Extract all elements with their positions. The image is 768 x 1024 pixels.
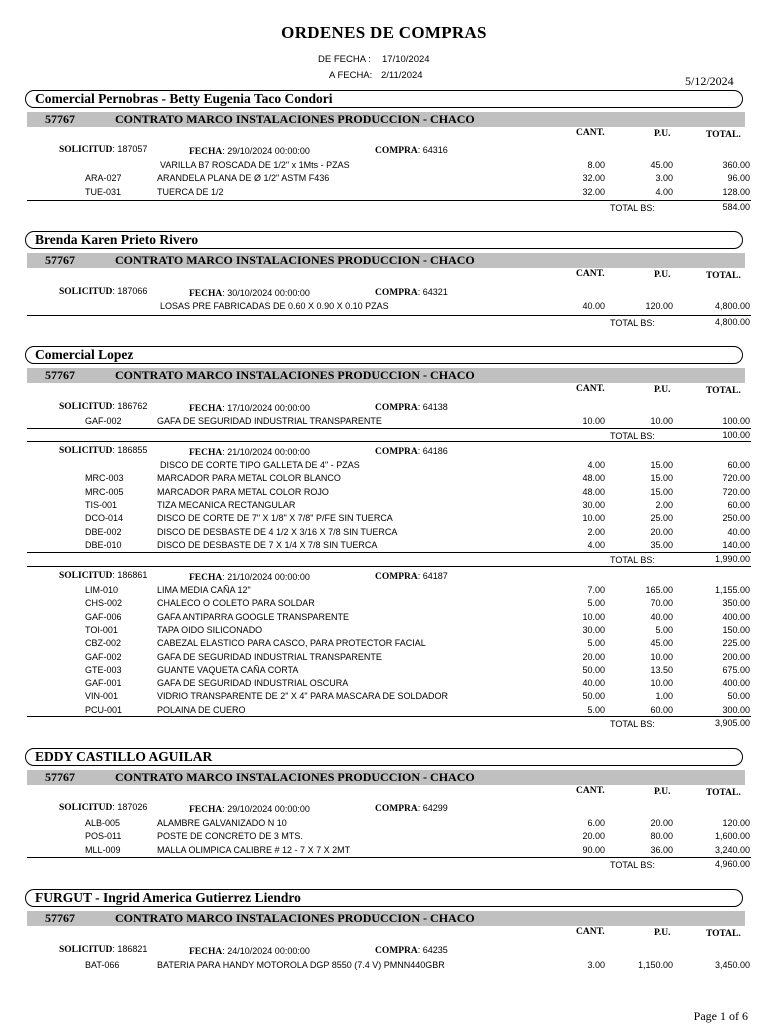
contract-code: 57767 [45, 368, 75, 382]
fecha-value: 30/10/2024 00:00:00 [227, 288, 310, 298]
item-total: 300.00 [722, 705, 750, 715]
total-bs-value: 100.00 [722, 430, 750, 440]
item-code: DBE-002 [85, 527, 122, 537]
date-to-label: A FECHA: [329, 70, 373, 81]
fecha-label: FECHA [189, 147, 223, 157]
item-total: 3,450.00 [714, 960, 750, 970]
total-bs-label: TOTAL BS: [610, 860, 655, 870]
item-description: CHALECO O COLETO PARA SOLDAR [157, 598, 315, 608]
item-code: DBE-010 [85, 540, 122, 550]
item-description: ARANDELA PLANA DE Ø 1/2" ASTM F436 [157, 173, 330, 183]
table-row [0, 612, 768, 625]
fecha-value: 21/10/2024 00:00:00 [227, 447, 310, 457]
compra-label: COMPRA [375, 447, 418, 457]
item-total: 400.00 [722, 612, 750, 622]
item-code: GAF-006 [85, 612, 122, 622]
item-code: POS-011 [85, 831, 122, 841]
total-separator [27, 200, 751, 201]
contract-bar [27, 770, 745, 785]
contract-code: 57767 [45, 911, 75, 925]
column-header-pu: P.U. [654, 270, 671, 280]
item-unit-price: 1,150.00 [637, 960, 673, 970]
item-total: 1,600.00 [714, 831, 750, 841]
solicitud: SOLICITUD: 187057 [59, 144, 148, 155]
solicitud-label: SOLICITUD [59, 287, 113, 297]
item-quantity: 20.00 [582, 652, 605, 662]
fecha-label: FECHA [189, 805, 223, 815]
purchase-number: COMPRA: 64235 [375, 945, 448, 956]
item-quantity: 48.00 [582, 487, 605, 497]
item-unit-price: 25.00 [650, 513, 673, 523]
compra-label: COMPRA [375, 288, 418, 298]
table-row [0, 301, 768, 314]
solicitud-label: SOLICITUD [59, 402, 113, 412]
table-row [0, 500, 768, 513]
item-description: TUERCA DE 1/2 [157, 187, 224, 197]
item-quantity: 40.00 [582, 301, 605, 311]
item-description: CABEZAL ELASTICO PARA CASCO, PARA PROTECTOR FACIAL [157, 638, 426, 648]
supplier-header [25, 90, 743, 108]
compra-value: 64235 [422, 945, 448, 955]
total-separator [27, 315, 751, 316]
fecha-value: 29/10/2024 00:00:00 [227, 146, 310, 156]
item-unit-price: 1.00 [655, 691, 673, 701]
item-total: 128.00 [722, 187, 750, 197]
item-description: MARCADOR PARA METAL COLOR BLANCO [157, 473, 341, 483]
item-unit-price: 10.00 [650, 416, 673, 426]
item-description: GUANTE VAQUETA CAÑA CORTA [157, 665, 299, 675]
column-header-pu: P.U. [654, 129, 671, 139]
fecha-label: FECHA [189, 289, 223, 299]
item-description: BATERIA PARA HANDY MOTOROLA DGP 8550 (7.4 V) PMNN440GBR [157, 960, 445, 970]
item-unit-price: 10.00 [650, 678, 673, 688]
fecha-value: 17/10/2024 00:00:00 [227, 403, 310, 413]
item-description: LOSAS PRE FABRICADAS DE 0.60 X 0.90 X 0.10 PZAS [160, 301, 389, 311]
item-total: 60.00 [727, 500, 750, 510]
item-total: 720.00 [722, 487, 750, 497]
order-separator [27, 566, 751, 567]
item-quantity: 50.00 [582, 665, 605, 675]
order-separator [27, 441, 751, 442]
contract-code: 57767 [45, 770, 75, 784]
item-quantity: 40.00 [582, 678, 605, 688]
item-unit-price: 35.00 [650, 540, 673, 550]
contract-code: 57767 [45, 112, 75, 126]
fecha-value: 24/10/2024 00:00:00 [227, 946, 310, 956]
total-bs-label: TOTAL BS: [610, 431, 655, 441]
item-description: ALAMBRE GALVANIZADO N 10 [157, 818, 287, 828]
item-quantity: 5.00 [587, 598, 605, 608]
table-row [0, 527, 768, 540]
total-bs-value: 1,990.00 [714, 554, 750, 564]
fecha-value: 21/10/2024 00:00:00 [227, 572, 310, 582]
supplier-name: Comercial Lopez [35, 347, 134, 362]
compra-value: 64138 [422, 402, 448, 412]
item-code: BAT-066 [85, 960, 120, 970]
total-separator [27, 857, 751, 858]
purchase-number: COMPRA: 64299 [375, 803, 448, 814]
column-header-pu: P.U. [654, 385, 671, 395]
supplier-header [25, 889, 743, 907]
item-quantity: 30.00 [582, 500, 605, 510]
item-unit-price: 15.00 [650, 473, 673, 483]
item-quantity: 10.00 [582, 612, 605, 622]
item-quantity: 32.00 [582, 173, 605, 183]
column-header-pu: P.U. [654, 787, 671, 797]
table-row [0, 173, 768, 186]
item-code: GAF-002 [85, 652, 122, 662]
print-date: 5/12/2024 [685, 74, 734, 88]
item-unit-price: 70.00 [650, 598, 673, 608]
item-quantity: 6.00 [587, 818, 605, 828]
compra-label: COMPRA [375, 403, 418, 413]
item-code: MRC-005 [85, 487, 124, 497]
contract-bar [27, 368, 745, 383]
total-separator [27, 552, 751, 553]
item-description: LIMA MEDIA CAÑA 12" [157, 585, 251, 595]
item-unit-price: 4.00 [655, 187, 673, 197]
item-unit-price: 120.00 [645, 301, 673, 311]
total-bs-label: TOTAL BS: [610, 719, 655, 729]
purchase-number: COMPRA: 64321 [375, 287, 448, 298]
total-bs-label: TOTAL BS: [610, 203, 655, 213]
column-header-cant: CANT. [576, 269, 605, 279]
item-quantity: 7.00 [587, 585, 605, 595]
purchase-number: COMPRA: 64187 [375, 571, 448, 582]
column-header-cant: CANT. [576, 786, 605, 796]
table-row [0, 652, 768, 665]
item-quantity: 50.00 [582, 691, 605, 701]
contract-name: CONTRATO MARCO INSTALACIONES PRODUCCION - CHACO [115, 770, 475, 784]
column-header-total: TOTAL. [706, 788, 741, 798]
table-row [0, 513, 768, 526]
item-unit-price: 45.00 [650, 638, 673, 648]
supplier-header [25, 346, 743, 364]
total-bs-label: TOTAL BS: [610, 318, 655, 328]
item-total: 675.00 [722, 665, 750, 675]
table-row [0, 473, 768, 486]
column-header-total: TOTAL. [706, 130, 741, 140]
compra-value: 64186 [422, 446, 448, 456]
purchase-number: COMPRA: 64316 [375, 145, 448, 156]
item-description: TIZA MECANICA RECTANGULAR [157, 500, 296, 510]
item-total: 120.00 [722, 818, 750, 828]
item-unit-price: 45.00 [650, 160, 673, 170]
item-total: 720.00 [722, 473, 750, 483]
solicitud-label: SOLICITUD [59, 945, 113, 955]
column-header-pu: P.U. [654, 928, 671, 938]
supplier-name: FURGUT - Ingrid America Gutierrez Liendro [35, 890, 301, 905]
item-total: 1,155.00 [714, 585, 750, 595]
compra-value: 64316 [422, 145, 448, 155]
item-total: 3,240.00 [714, 845, 750, 855]
solicitud-value: 186821 [117, 944, 148, 954]
purchase-number: COMPRA: 64186 [375, 446, 448, 457]
item-description: DISCO DE DESBASTE DE 7 X 1/4 X 7/8 SIN TUERCA [157, 540, 378, 550]
item-unit-price: 15.00 [650, 487, 673, 497]
item-quantity: 3.00 [587, 960, 605, 970]
item-code: ALB-005 [85, 818, 121, 828]
table-row [0, 625, 768, 638]
order-date: FECHA: 30/10/2024 00:00:00 [189, 288, 310, 299]
column-header-total: TOTAL. [706, 386, 741, 396]
order-date: FECHA: 21/10/2024 00:00:00 [189, 572, 310, 583]
item-code: GTE-003 [85, 665, 122, 675]
item-total: 360.00 [722, 160, 750, 170]
item-quantity: 4.00 [587, 540, 605, 550]
supplier-name: Comercial Pernobras - Betty Eugenia Taco Condori [35, 91, 333, 106]
fecha-label: FECHA [189, 448, 223, 458]
solicitud-label: SOLICITUD [59, 803, 113, 813]
item-total: 200.00 [722, 652, 750, 662]
column-header-cant: CANT. [576, 384, 605, 394]
compra-value: 64321 [422, 287, 448, 297]
item-description: DISCO DE CORTE TIPO GALLETA DE 4" - PZAS [160, 460, 360, 470]
report-title: ORDENES DE COMPRAS [281, 23, 487, 42]
item-unit-price: 60.00 [650, 705, 673, 715]
solicitud-label: SOLICITUD [59, 571, 113, 581]
item-description: GAFA DE SEGURIDAD INDUSTRIAL OSCURA [157, 678, 349, 688]
item-unit-price: 20.00 [650, 527, 673, 537]
compra-label: COMPRA [375, 572, 418, 582]
supplier-name: EDDY CASTILLO AGUILAR [35, 749, 213, 764]
item-unit-price: 165.00 [645, 585, 673, 595]
item-unit-price: 13.50 [650, 665, 673, 675]
table-row [0, 678, 768, 691]
item-code: CHS-002 [85, 598, 123, 608]
item-unit-price: 40.00 [650, 612, 673, 622]
order-date: FECHA: 21/10/2024 00:00:00 [189, 447, 310, 458]
item-code: MLL-009 [85, 845, 121, 855]
solicitud: SOLICITUD: 186821 [59, 944, 148, 955]
contract-name: CONTRATO MARCO INSTALACIONES PRODUCCION - CHACO [115, 368, 475, 382]
item-total: 350.00 [722, 598, 750, 608]
item-unit-price: 3.00 [655, 173, 673, 183]
item-unit-price: 20.00 [650, 818, 673, 828]
solicitud: SOLICITUD: 187026 [59, 802, 148, 813]
item-total: 4,800.00 [714, 301, 750, 311]
total-bs-value: 584.00 [722, 202, 750, 212]
page-number: Page 1 of 6 [693, 1009, 748, 1023]
column-header-total: TOTAL. [706, 271, 741, 281]
order-date: FECHA: 17/10/2024 00:00:00 [189, 403, 310, 414]
column-header-cant: CANT. [576, 927, 605, 937]
item-unit-price: 5.00 [655, 625, 673, 635]
item-quantity: 5.00 [587, 638, 605, 648]
item-quantity: 4.00 [587, 460, 605, 470]
item-description: GAFA DE SEGURIDAD INDUSTRIAL TRANSPARENTE [157, 652, 382, 662]
item-quantity: 10.00 [582, 416, 605, 426]
compra-value: 64299 [422, 803, 448, 813]
solicitud-value: 186855 [117, 445, 148, 455]
supplier-name: Brenda Karen Prieto Rivero [35, 232, 199, 247]
table-row [0, 960, 768, 973]
item-code: TOI-001 [85, 625, 118, 635]
compra-value: 64187 [422, 571, 448, 581]
date-from: 17/10/2024 [382, 54, 430, 65]
item-description: GAFA ANTIPARRA GOOGLE TRANSPARENTE [157, 612, 350, 622]
contract-name: CONTRATO MARCO INSTALACIONES PRODUCCION - CHACO [115, 112, 475, 126]
table-row [0, 160, 768, 173]
item-total: 100.00 [722, 416, 750, 426]
item-code: TIS-001 [85, 500, 118, 510]
item-code: CBZ-002 [85, 638, 122, 648]
item-unit-price: 15.00 [650, 460, 673, 470]
date-from-label: DE FECHA : [318, 54, 371, 65]
item-total: 60.00 [727, 460, 750, 470]
contract-bar [27, 911, 745, 926]
item-quantity: 2.00 [587, 527, 605, 537]
item-quantity: 32.00 [582, 187, 605, 197]
compra-label: COMPRA [375, 146, 418, 156]
total-bs-value: 4,960.00 [714, 859, 750, 869]
supplier-header [25, 231, 743, 249]
item-description: VARILLA B7 ROSCADA DE 1/2" x 1Mts - PZAS [160, 160, 350, 170]
item-code: PCU-001 [85, 705, 123, 715]
solicitud: SOLICITUD: 186762 [59, 401, 148, 412]
item-code: VIN-001 [85, 691, 119, 701]
item-total: 250.00 [722, 513, 750, 523]
solicitud-label: SOLICITUD [59, 145, 113, 155]
compra-label: COMPRA [375, 804, 418, 814]
order-date: FECHA: 24/10/2024 00:00:00 [189, 946, 310, 957]
item-quantity: 5.00 [587, 705, 605, 715]
solicitud-label: SOLICITUD [59, 446, 113, 456]
item-unit-price: 10.00 [650, 652, 673, 662]
solicitud-value: 186861 [117, 570, 148, 580]
solicitud: SOLICITUD: 186861 [59, 570, 148, 581]
item-quantity: 48.00 [582, 473, 605, 483]
contract-code: 57767 [45, 253, 75, 267]
item-quantity: 20.00 [582, 831, 605, 841]
fecha-label: FECHA [189, 404, 223, 414]
purchase-number: COMPRA: 64138 [375, 402, 448, 413]
compra-label: COMPRA [375, 946, 418, 956]
item-description: GAFA DE SEGURIDAD INDUSTRIAL TRANSPARENTE [157, 416, 382, 426]
item-total: 40.00 [727, 527, 750, 537]
table-row [0, 187, 768, 200]
table-row [0, 818, 768, 831]
item-unit-price: 36.00 [650, 845, 673, 855]
solicitud-value: 187066 [117, 286, 148, 296]
item-quantity: 90.00 [582, 845, 605, 855]
total-bs-value: 3,905.00 [714, 718, 750, 728]
item-description: DISCO DE DESBASTE DE 4 1/2 X 3/16 X 7/8 SIN TUERCA [157, 527, 398, 537]
item-code: GAF-001 [85, 678, 122, 688]
table-row [0, 585, 768, 598]
order-date: FECHA: 29/10/2024 00:00:00 [189, 804, 310, 815]
item-description: MARCADOR PARA METAL COLOR ROJO [157, 487, 329, 497]
solicitud: SOLICITUD: 186855 [59, 445, 148, 456]
solicitud-value: 187057 [117, 144, 148, 154]
contract-name: CONTRATO MARCO INSTALACIONES PRODUCCION - CHACO [115, 911, 475, 925]
item-total: 140.00 [722, 540, 750, 550]
total-separator [27, 716, 751, 717]
item-description: VIDRIO TRANSPARENTE DE 2" X 4" PARA MASCARA DE SOLDADOR [157, 691, 448, 701]
table-row [0, 487, 768, 500]
item-description: POSTE DE CONCRETO DE 3 MTS. [157, 831, 303, 841]
item-description: POLAINA DE CUERO [157, 705, 246, 715]
total-bs-value: 4,800.00 [714, 317, 750, 327]
item-total: 400.00 [722, 678, 750, 688]
solicitud-value: 187026 [117, 802, 148, 812]
item-quantity: 30.00 [582, 625, 605, 635]
table-row [0, 665, 768, 678]
table-row [0, 638, 768, 651]
item-code: DCO-014 [85, 513, 124, 523]
item-description: DISCO DE CORTE DE 7" X 1/8" X 7/8" P/FE SIN TUERCA [157, 513, 393, 523]
item-description: MALLA OLIMPICA CALIBRE # 12 - 7 X 7 X 2MT [157, 845, 351, 855]
fecha-label: FECHA [189, 947, 223, 957]
item-total: 50.00 [727, 691, 750, 701]
contract-name: CONTRATO MARCO INSTALACIONES PRODUCCION - CHACO [115, 253, 475, 267]
item-description: TAPA OIDO SILICONADO [157, 625, 263, 635]
item-code: MRC-003 [85, 473, 124, 483]
item-quantity: 10.00 [582, 513, 605, 523]
column-header-total: TOTAL. [706, 929, 741, 939]
solicitud-value: 186762 [117, 401, 148, 411]
item-unit-price: 80.00 [650, 831, 673, 841]
column-header-cant: CANT. [576, 128, 605, 138]
item-code: TUE-031 [85, 187, 122, 197]
total-separator [27, 428, 751, 429]
item-code: ARA-027 [85, 173, 122, 183]
solicitud: SOLICITUD: 187066 [59, 286, 148, 297]
item-code: GAF-002 [85, 416, 122, 426]
date-to: 2/11/2024 [381, 70, 423, 81]
item-code: LIM-010 [85, 585, 119, 595]
fecha-value: 29/10/2024 00:00:00 [227, 804, 310, 814]
item-total: 96.00 [727, 173, 750, 183]
item-total: 225.00 [722, 638, 750, 648]
order-date: FECHA: 29/10/2024 00:00:00 [189, 146, 310, 157]
table-row [0, 460, 768, 473]
table-row [0, 691, 768, 704]
total-bs-label: TOTAL BS: [610, 555, 655, 565]
item-total: 150.00 [722, 625, 750, 635]
item-unit-price: 2.00 [655, 500, 673, 510]
table-row [0, 598, 768, 611]
contract-bar [27, 253, 745, 268]
item-quantity: 8.00 [587, 160, 605, 170]
supplier-header [25, 748, 743, 766]
table-row [0, 831, 768, 844]
contract-bar [27, 112, 745, 127]
fecha-label: FECHA [189, 573, 223, 583]
